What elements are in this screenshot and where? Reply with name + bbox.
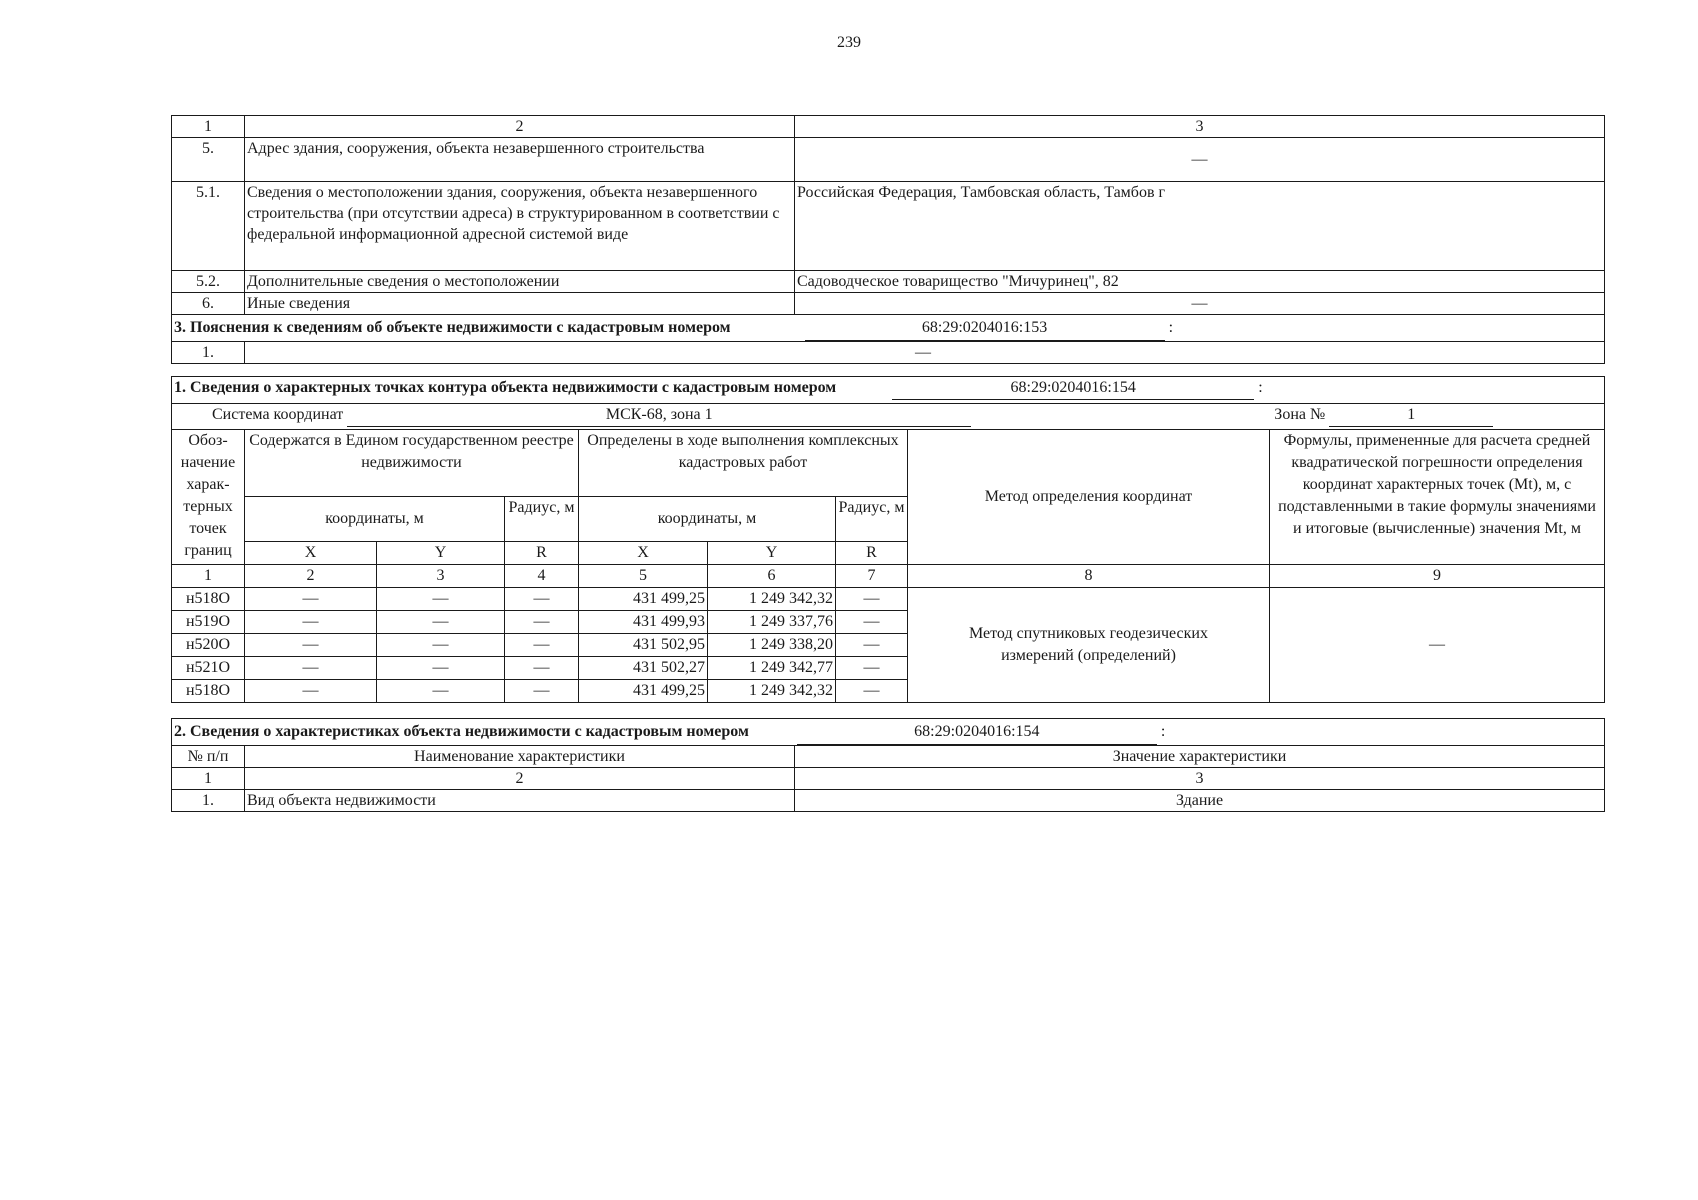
cadastral-number: 68:29:0204016:154 bbox=[797, 719, 1157, 745]
egrn-coords-header: координаты, м bbox=[245, 497, 505, 542]
egrn-r: — bbox=[505, 611, 579, 634]
column-number: 3 bbox=[377, 565, 505, 588]
kkr-x: 431 499,25 bbox=[579, 680, 708, 703]
y-header: Y bbox=[708, 542, 836, 565]
egrn-x: — bbox=[245, 611, 377, 634]
kkr-r: — bbox=[836, 611, 908, 634]
section-suffix: : bbox=[1258, 379, 1263, 396]
kkr-x: 431 499,25 bbox=[579, 588, 708, 611]
egrn-y: — bbox=[377, 611, 505, 634]
table-row bbox=[172, 271, 1605, 293]
egrn-r: — bbox=[505, 657, 579, 680]
header-num: № п/п bbox=[172, 746, 245, 768]
chars-header-row bbox=[172, 746, 1605, 768]
table-row bbox=[172, 790, 1605, 812]
kkr-y: 1 249 342,32 bbox=[708, 588, 836, 611]
characteristic-name: Дополнительные сведения о местоположении bbox=[245, 271, 795, 293]
section-3-header bbox=[172, 315, 1605, 342]
column-numbers-row bbox=[172, 768, 1605, 790]
object-info-table bbox=[171, 115, 1605, 364]
page-number: 239 bbox=[837, 34, 861, 51]
section-suffix: : bbox=[1168, 319, 1174, 336]
zone-value: 1 bbox=[1329, 404, 1493, 427]
column-number: 2 bbox=[245, 768, 795, 790]
row-number: 1. bbox=[172, 790, 245, 812]
table-row bbox=[172, 293, 1605, 315]
kkr-y: 1 249 338,20 bbox=[708, 634, 836, 657]
kkr-coords-header: координаты, м bbox=[579, 497, 836, 542]
kkr-header: Определены в ходе выполнения комплексных кадастровых работ bbox=[579, 430, 908, 497]
row-number: 1. bbox=[172, 342, 245, 364]
cadastral-number: 68:29:0204016:154 bbox=[892, 377, 1254, 400]
point-id: н520О bbox=[172, 634, 245, 657]
column-number: 8 bbox=[908, 565, 1270, 588]
zone-label: Зона № bbox=[1274, 406, 1326, 423]
column-number: 9 bbox=[1270, 565, 1605, 588]
characteristics-table bbox=[171, 718, 1605, 812]
table-row bbox=[172, 342, 1605, 364]
points-section-header bbox=[172, 377, 1605, 404]
characteristic-name: Адрес здания, сооружения, объекта незавершенного строительства bbox=[245, 138, 795, 182]
row-number: 5.1. bbox=[172, 182, 245, 271]
method-value: Метод спутниковых геодезических измерений (определений) bbox=[908, 588, 1270, 703]
coord-system-label: Система координат bbox=[212, 406, 344, 423]
egrn-x: — bbox=[245, 680, 377, 703]
row-number: 6. bbox=[172, 293, 245, 315]
egrn-r: — bbox=[505, 680, 579, 703]
column-number: 4 bbox=[505, 565, 579, 588]
egrn-y: — bbox=[377, 634, 505, 657]
egrn-header: Содержатся в Едином государственном реестре недвижимости bbox=[245, 430, 579, 497]
x-header: X bbox=[245, 542, 377, 565]
kkr-x: 431 502,95 bbox=[579, 634, 708, 657]
column-number: 1 bbox=[172, 565, 245, 588]
egrn-radius-header: Радиус, м bbox=[505, 497, 579, 542]
egrn-y: — bbox=[377, 657, 505, 680]
kkr-r: — bbox=[836, 680, 908, 703]
column-number: 3 bbox=[795, 116, 1605, 138]
column-number: 2 bbox=[245, 565, 377, 588]
egrn-r: — bbox=[505, 588, 579, 611]
section-suffix: : bbox=[1160, 723, 1166, 740]
characteristic-name: Сведения о местоположении здания, сооружения, объекта незавершенного строительства (при отсутствии адреса) в структурированном в соответствии с федеральной информационной адресной системой виде bbox=[245, 182, 795, 271]
egrn-y: — bbox=[377, 588, 505, 611]
column-number: 5 bbox=[579, 565, 708, 588]
row-number: 5. bbox=[172, 138, 245, 182]
section-title: 1. Сведения о характерных точках контура объекта недвижимости с кадастровым номером bbox=[174, 379, 837, 396]
point-id: н518О bbox=[172, 680, 245, 703]
kkr-y: 1 249 342,32 bbox=[708, 680, 836, 703]
header-value: Значение характеристики bbox=[795, 746, 1605, 768]
kkr-x: 431 502,27 bbox=[579, 657, 708, 680]
method-header: Метод определения координат bbox=[908, 430, 1270, 565]
characteristic-value: Здание bbox=[795, 790, 1605, 812]
table-row bbox=[172, 182, 1605, 271]
section-title: 3. Пояснения к сведениям об объекте недвижимости с кадастровым номером bbox=[174, 319, 731, 336]
egrn-x: — bbox=[245, 657, 377, 680]
characteristic-value: Российская Федерация, Тамбовская область, Тамбов г bbox=[795, 182, 1605, 271]
kkr-radius-header: Радиус, м bbox=[836, 497, 908, 542]
x-header: X bbox=[579, 542, 708, 565]
point-id: н518О bbox=[172, 588, 245, 611]
egrn-y: — bbox=[377, 680, 505, 703]
r-header: R bbox=[505, 542, 579, 565]
kkr-r: — bbox=[836, 588, 908, 611]
chars-section-header bbox=[172, 719, 1605, 746]
column-numbers-row bbox=[172, 565, 1605, 588]
designation-header: Обоз-начение харак-терных точек границ bbox=[172, 430, 245, 565]
table-row bbox=[172, 138, 1605, 182]
row-number: 5.2. bbox=[172, 271, 245, 293]
points-header-row-1 bbox=[172, 430, 1605, 497]
characteristic-name: Вид объекта недвижимости bbox=[245, 790, 795, 812]
table-header-row bbox=[172, 116, 1605, 138]
coord-system-row bbox=[172, 404, 1605, 430]
y-header: Y bbox=[377, 542, 505, 565]
column-number: 6 bbox=[708, 565, 836, 588]
points-table bbox=[171, 376, 1605, 703]
column-number: 7 bbox=[836, 565, 908, 588]
characteristic-name: Иные сведения bbox=[245, 293, 795, 315]
kkr-r: — bbox=[836, 657, 908, 680]
point-id: н521О bbox=[172, 657, 245, 680]
point-id: н519О bbox=[172, 611, 245, 634]
header-name: Наименование характеристики bbox=[245, 746, 795, 768]
characteristic-value: Садоводческое товарищество "Мичуринец", 82 bbox=[795, 271, 1605, 293]
column-number: 1 bbox=[172, 768, 245, 790]
column-number: 2 bbox=[245, 116, 795, 138]
section-3-value: — bbox=[245, 342, 1605, 364]
column-number: 3 bbox=[795, 768, 1605, 790]
characteristic-value: — bbox=[795, 293, 1605, 315]
cadastral-number: 68:29:0204016:153 bbox=[805, 315, 1165, 341]
characteristic-value: — bbox=[795, 138, 1605, 182]
formula-value: — bbox=[1270, 588, 1605, 703]
kkr-x: 431 499,93 bbox=[579, 611, 708, 634]
r-header: R bbox=[836, 542, 908, 565]
egrn-x: — bbox=[245, 634, 377, 657]
kkr-y: 1 249 342,77 bbox=[708, 657, 836, 680]
formulas-header: Формулы, примененные для расчета средней квадратической погрешности определения координат характерных точек (Mt), м, с подставленными в такие формулы значениями и итоговые (вычисленные) значения Mt, м bbox=[1270, 430, 1605, 565]
section-title: 2. Сведения о характеристиках объекта недвижимости с кадастровым номером bbox=[174, 723, 749, 740]
kkr-y: 1 249 337,76 bbox=[708, 611, 836, 634]
egrn-x: — bbox=[245, 588, 377, 611]
kkr-r: — bbox=[836, 634, 908, 657]
coord-system-value: МСК-68, зона 1 bbox=[347, 404, 971, 427]
egrn-r: — bbox=[505, 634, 579, 657]
table-row bbox=[172, 588, 1605, 611]
column-number: 1 bbox=[172, 116, 245, 138]
